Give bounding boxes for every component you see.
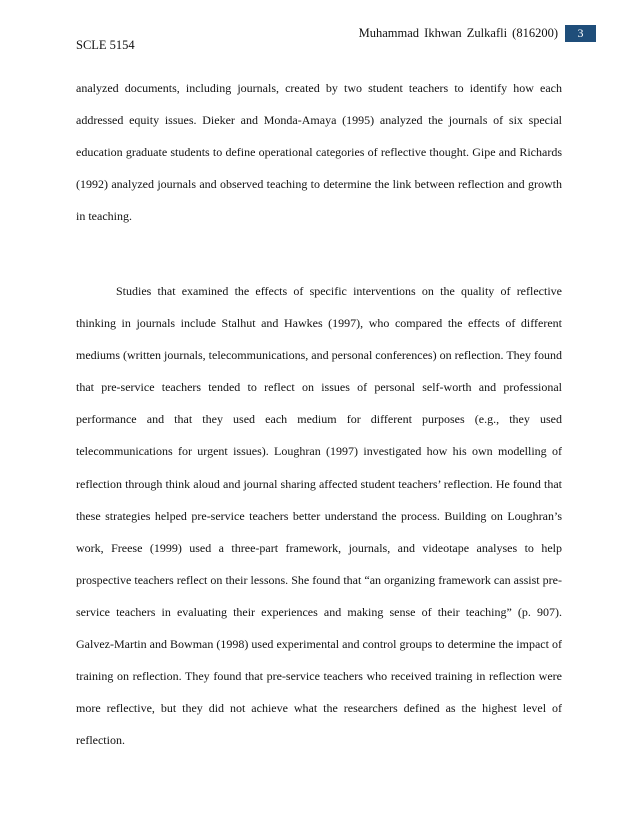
author-name: Muhammad Ikhwan Zulkafli (816200) <box>358 26 558 40</box>
paragraph-interventions: Studies that examined the effects of specific interventions on the quality of reflective thinking in journals include Stalhut and Hawkes (1997), who compared the effects of different mediums (written journals, telecommunications, and personal conferences) on reflection. They found that pre-service teachers tended to reflect on issues of personal self-worth and professional performance and that they used each medium for different purposes (e.g., they used telecommunications for urgent issues). Loughran (1997) investigated how his own modelling of reflection through think aloud and journal sharing affected student teachers’ reflection. He found that these strategies helped pre-service teachers better understand the process. Building on Loughran’s work, Freese (1999) used a three-part framework, journals, and videotape analyses to help prospective teachers reflect on their lessons. She found that “an organizing framework can assist pre-service teachers in evaluating their experiences and making sense of their teaching” (p. 907). Galvez-Martin and Bowman (1998) used experimental and control groups to determine the impact of training on reflection. They found that pre-service teachers who received training in reflection were more reflective, but they did not achieve what the researchers defined as the highest level of reflection. <box>76 284 562 747</box>
page-number: 3 <box>565 25 596 42</box>
paragraph-gap <box>76 232 562 275</box>
paragraph-continuation: analyzed documents, including journals, created by two student teachers to identify how each addressed equity issues. Dieker and Monda-Amaya (1995) analyzed the journals of six special education graduate students to define operational categories of reflective thought. Gipe and Richards (1992) analyzed journals and observed teaching to determine the link between reflection and growth in teaching. <box>76 81 562 224</box>
body-text <box>76 72 562 756</box>
course-code: SCLE 5154 <box>76 38 135 52</box>
